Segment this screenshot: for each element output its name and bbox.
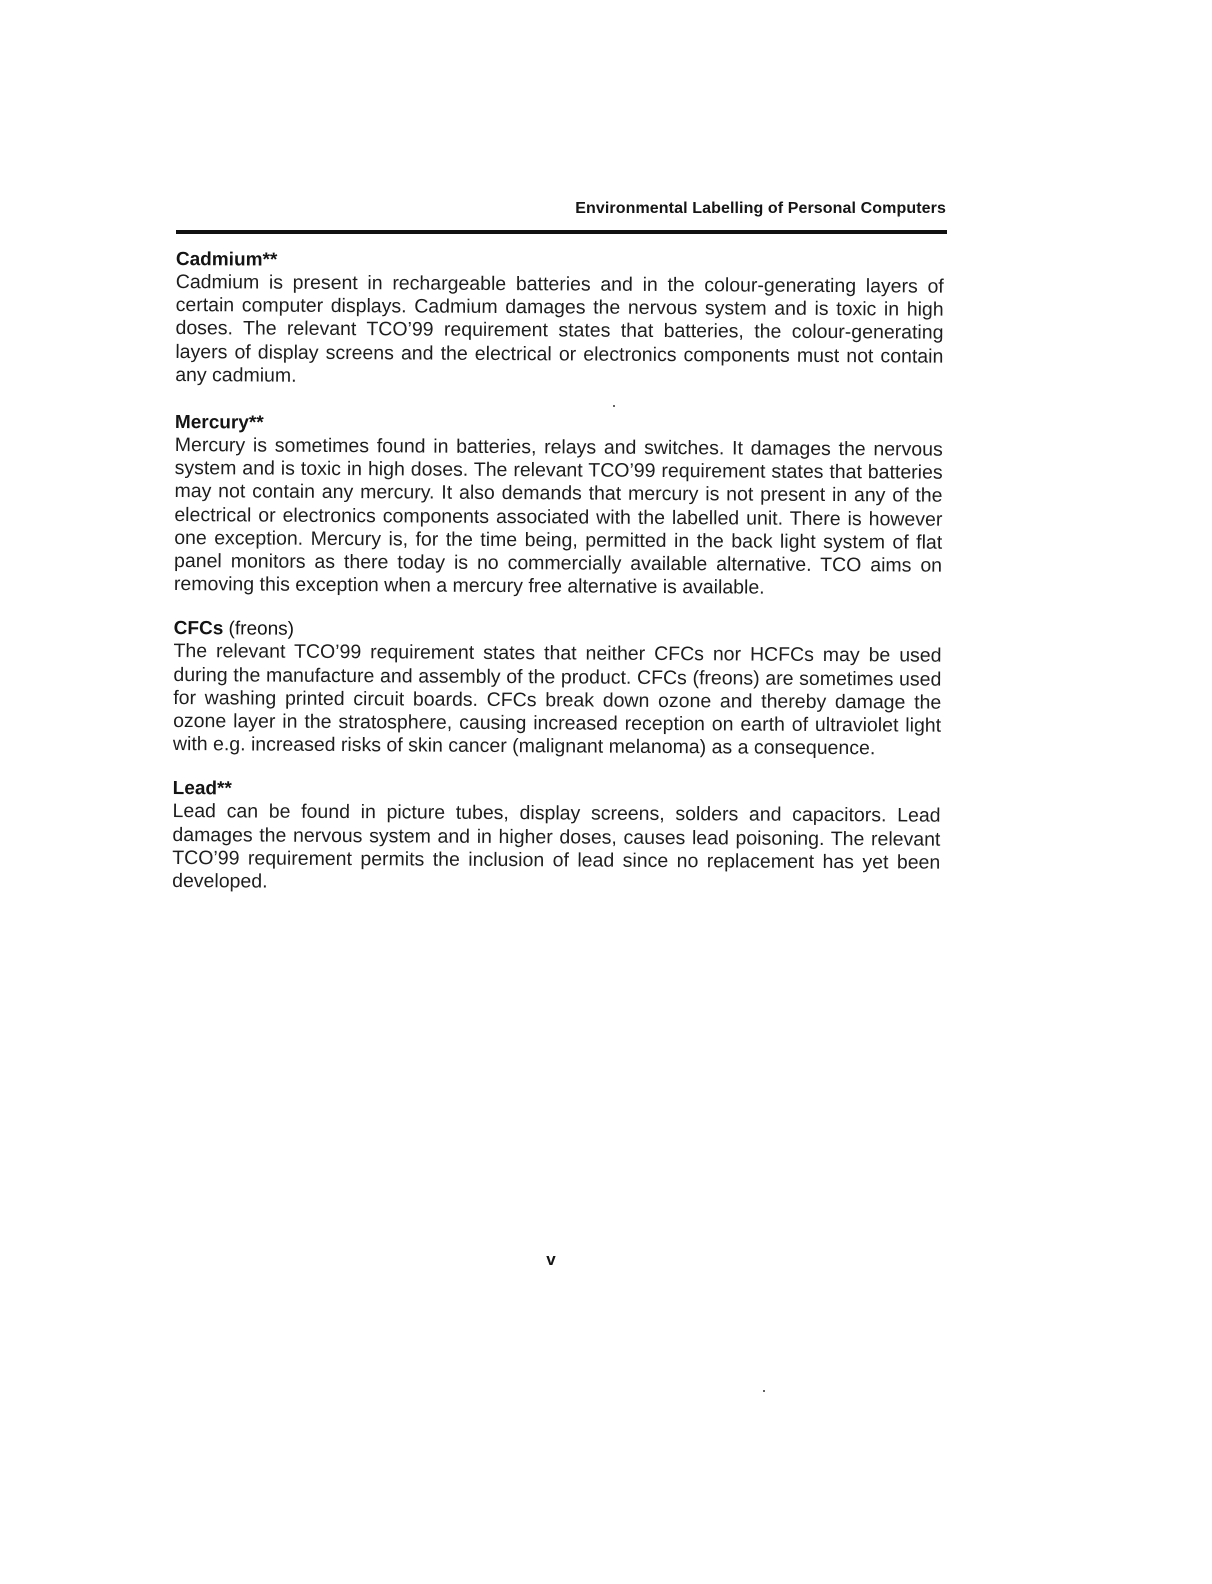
section-mercury (174, 411, 943, 601)
section-body: Mercury is sometimes found in batteries, relays and switches. It damages the nervous system and is toxic in high doses. The relevant TCO’99 requirement states that batteries may not contain any mercury. It also demands that mercury is not present in any of the electrical or electronics components associated with the labelled unit. There is however one exception. Mercury is, for the time being, permitted in the back light system of flat panel monitors as there today is no commercially available alternative. TCO aims on removing this exception when a mercury free alternative is available. (173, 434, 943, 599)
section-lead (172, 777, 941, 898)
running-header: Environmental Labelling of Personal Computers (575, 200, 946, 217)
section-title: Cadmium** (175, 248, 278, 271)
section-cfcs (173, 617, 942, 761)
section-body: Lead can be found in picture tubes, display screens, solders and capacitors. Lead damages the nervous system and in higher doses, causes lead poisoning. The relevant TCO’99 requirement permits the inclusion of lead since no replacement has yet been developed. (172, 800, 941, 893)
page-content (172, 248, 944, 919)
section-cadmium (175, 248, 944, 392)
section-title: Mercury** (174, 412, 264, 434)
section-subtitle: (freons) (223, 618, 295, 641)
page-number: v (546, 1250, 556, 1269)
header-rule (176, 230, 947, 234)
scan-speck (763, 1390, 765, 1392)
section-title: CFCs (173, 618, 224, 640)
scan-speck (613, 405, 615, 407)
section-body: The relevant TCO’99 requirement states that neither CFCs nor HCFCs may be used during the manufacture and assembly of the product. CFCs (freons) are sometimes used for washing printed circuit boards. CFCs break down ozone and thereby damage the ozone layer in the stratosphere, causing increased reception on earth of ultraviolet light with e.g. increased risks of skin cancer (malignant melanoma) as a consequence. (172, 640, 942, 760)
section-body: Cadmium is present in rechargeable batteries and in the colour-generating layers of certain computer displays. Cadmium damages the nervous system and is toxic in high doses. The relevant TCO’99 requirement states that batteries, the colour-generating layers of display screens and the electrical or electronics components must not contain any cadmium. (175, 270, 944, 387)
section-title: Lead** (172, 778, 232, 800)
